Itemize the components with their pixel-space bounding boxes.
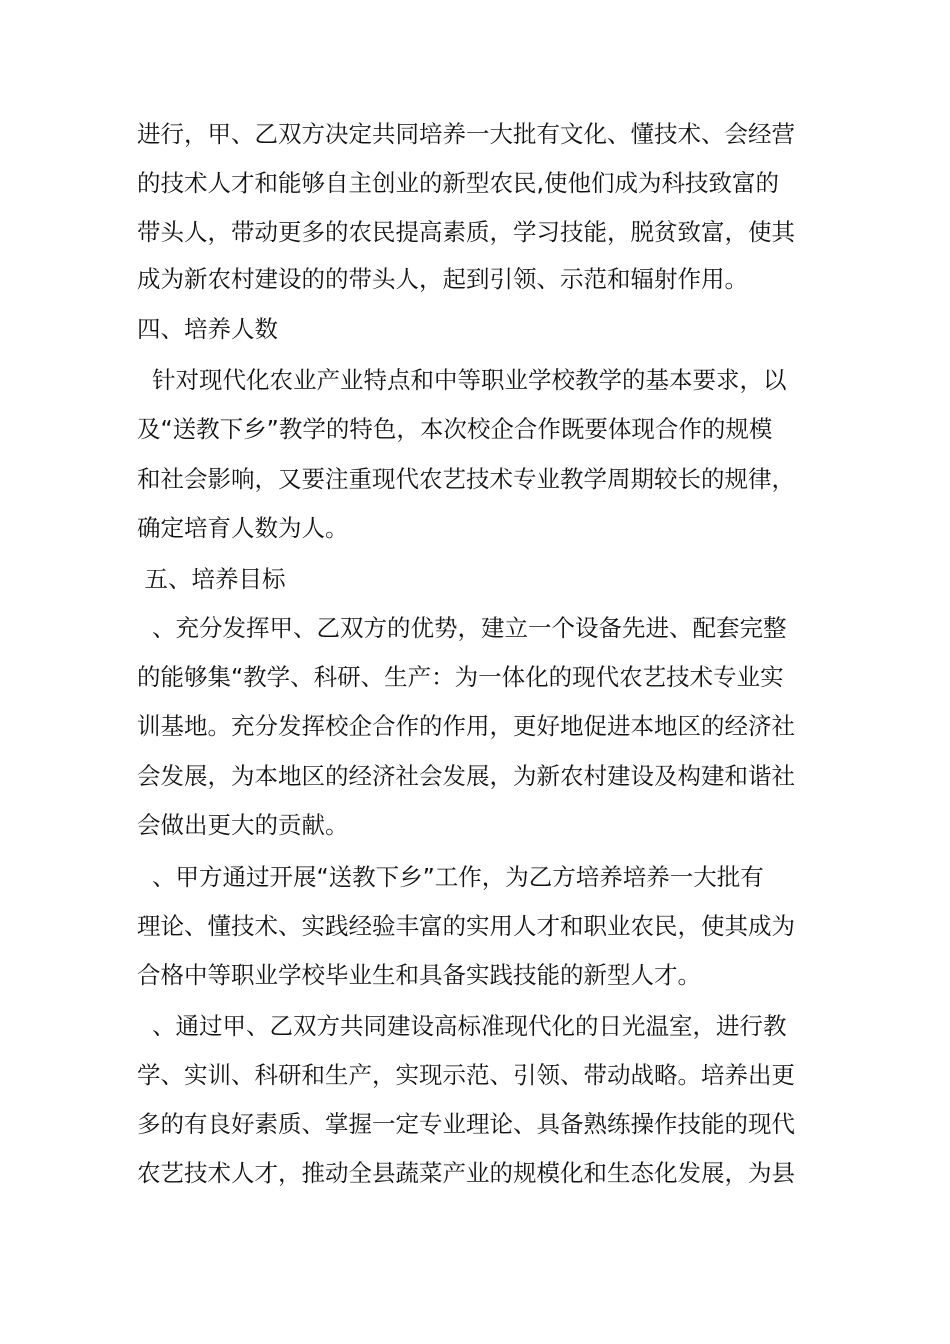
text-line: 及“送教下乡”教学的特色，本次校企合作既要体现合作的规模 — [137, 415, 773, 443]
text-line: 、甲方通过开展“送教下乡”工作，为乙方培养培养一大批有 — [137, 863, 764, 891]
text-line: 会发展，为本地区的经济社会发展，为新农村建设及构建和谐社 — [137, 762, 795, 790]
text-line: 带头人，带动更多的农民提高素质，学习技能，脱贫致富，使其 — [137, 218, 795, 246]
text-line: 训基地。充分发挥校企合作的作用，更好地促进本地区的经济社 — [137, 712, 795, 740]
text-line: 的技术人才和能够自主创业的新型农民,使他们成为科技致富的 — [137, 169, 779, 197]
text-line: 、通过甲、乙双方共同建设高标准现代化的日光温室，进行教 — [137, 1012, 787, 1040]
text-line: 进行，甲、乙双方决定共同培养一大批有文化、懂技术、会经营 — [137, 120, 795, 148]
text-line: 农艺技术人才，推动全县蔬菜产业的规模化和生态化发展，为县 — [137, 1159, 795, 1187]
text-line: 确定培育人数为人。 — [137, 514, 349, 542]
text-line: 理论、懂技术、实践经验丰富的实用人才和职业农民，使其成为 — [137, 912, 795, 940]
text-line: 针对现代化农业产业特点和中等职业学校教学的基本要求，以 — [137, 366, 787, 394]
text-line: 和社会影响，又要注重现代农艺技术专业教学周期较长的规律， — [137, 465, 795, 493]
text-line: 学、实训、科研和生产，实现示范、引领、带动战略。培养出更 — [137, 1061, 795, 1089]
text-line: 成为新农村建设的的带头人，起到引领、示范和辐射作用。 — [137, 265, 748, 293]
text-line: 的能够集“教学、科研、生产：为一体化的现代农艺技术专业实 — [137, 663, 784, 691]
text-line: 、充分发挥甲、乙双方的优势，建立一个设备先进、配套完整 — [137, 614, 787, 642]
text-line: 合格中等职业学校毕业生和具备实践技能的新型人才。 — [137, 961, 701, 989]
section-heading: 四、培养人数 — [137, 315, 278, 343]
section-heading: 五、培养目标 — [137, 565, 286, 593]
text-line: 多的有良好素质、掌握一定专业理论、具备熟练操作技能的现代 — [137, 1110, 795, 1138]
text-line: 会做出更大的贡献。 — [137, 811, 349, 839]
